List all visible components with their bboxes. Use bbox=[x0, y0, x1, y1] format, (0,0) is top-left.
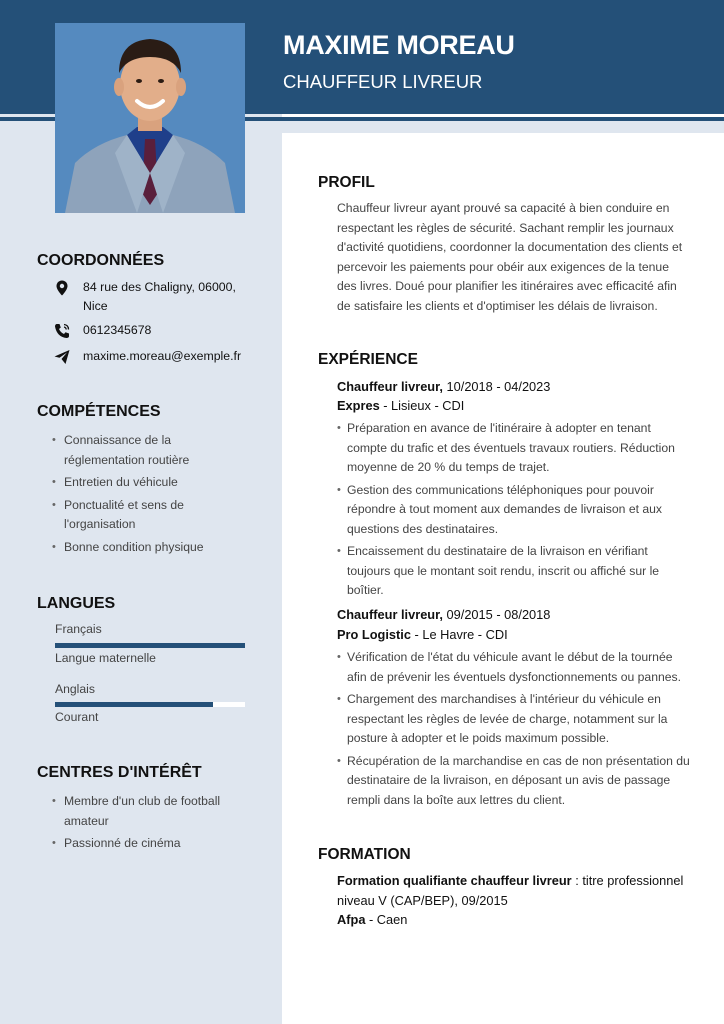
education-degree-line bbox=[337, 871, 697, 910]
content-top-band bbox=[282, 121, 724, 133]
email-address[interactable]: maxime.moreau@exemple.fr bbox=[83, 349, 242, 363]
skill-item: • Connaissance de la réglementation routière bbox=[52, 431, 252, 470]
contact-email bbox=[53, 347, 263, 366]
language-level-french: Langue maternelle bbox=[55, 651, 156, 665]
experience-heading: EXPÉRIENCE bbox=[318, 351, 418, 368]
skills-list bbox=[52, 431, 252, 560]
contact-heading: COORDONNÉES bbox=[37, 252, 165, 269]
education-entry bbox=[337, 871, 697, 930]
job-bullet: • Encaissement du destinataire de la livraison en vérifiant toujours que le montant soit rendu, inscrit ou affiché sur le boîtier. bbox=[337, 542, 692, 601]
job-bullet: • Gestion des communications téléphoniques pour pouvoir répondre à tout moment aux demandes de livraison et aux questions des destinataires. bbox=[337, 481, 692, 540]
job-bullet: • Vérification de l'état du véhicule avant le début de la tournée afin de prévenir les éventuels dysfonctionnements ou pannes. bbox=[337, 648, 692, 687]
job-location: - Le Havre - CDI bbox=[410, 627, 508, 642]
job-1-company-line bbox=[337, 398, 464, 413]
languages-heading: LANGUES bbox=[37, 595, 116, 612]
interests-heading: CENTRES D'INTÉRÊT bbox=[37, 764, 202, 781]
skill-item: • Bonne condition physique bbox=[52, 538, 252, 558]
job-bullet: • Récupération de la marchandise en cas de non présentation du destinataire de la livraison, en déposant un avis de passage rempli dans la boîte aux lettres du client. bbox=[337, 752, 692, 811]
address-line-1: 84 rue des Chaligny, 06000, bbox=[83, 280, 236, 294]
phone-icon bbox=[53, 322, 71, 340]
address-line-2: Nice bbox=[83, 299, 108, 313]
paper-plane-icon bbox=[53, 348, 71, 366]
job-2-title-line bbox=[337, 607, 550, 622]
education-school: Afpa bbox=[337, 912, 366, 927]
map-pin-icon bbox=[53, 279, 71, 297]
education-degree-details: : titre professionnel niveau V (CAP/BEP), 09/2015 bbox=[337, 873, 684, 908]
job-bullet: • Chargement des marchandises à l'intérieur du véhicule en respectant les règles de levée de charge, notamment sur la posture à adopter et le poids maximum possible. bbox=[337, 690, 692, 749]
language-bar-french bbox=[55, 643, 245, 648]
job-company: Pro Logistic bbox=[337, 627, 411, 642]
language-bar-english bbox=[55, 702, 245, 707]
job-2-bullets bbox=[337, 648, 692, 813]
language-name-english: Anglais bbox=[55, 682, 95, 696]
skill-item: • Ponctualité et sens de l'organisation bbox=[52, 496, 252, 535]
interest-item: • Passionné de cinéma bbox=[52, 834, 252, 854]
interests-list bbox=[52, 792, 252, 857]
education-heading: FORMATION bbox=[318, 846, 411, 863]
job-company: Expres bbox=[337, 398, 380, 413]
language-bar-fill bbox=[55, 702, 213, 707]
skill-item: • Entretien du véhicule bbox=[52, 473, 252, 493]
contact-phone bbox=[53, 321, 263, 340]
job-location: - Lisieux - CDI bbox=[379, 398, 465, 413]
job-dates: 10/2018 - 04/2023 bbox=[442, 379, 551, 394]
language-level-english: Courant bbox=[55, 710, 99, 724]
job-1-title-line bbox=[337, 379, 550, 394]
education-school-location: - Caen bbox=[365, 912, 408, 927]
education-degree: Formation qualifiante chauffeur livreur bbox=[337, 873, 572, 888]
contact-address bbox=[53, 278, 263, 316]
skills-heading: COMPÉTENCES bbox=[37, 403, 161, 420]
portrait-illustration bbox=[55, 23, 245, 213]
profile-text: Chauffeur livreur ayant prouvé sa capacité à bien conduire en respectant les règles de sécurité. Sachant remplir les journaux d'activité quotidiens, coordonner la documentation des clients et percevoir les paiements pour obéir aux exigences de la tenue des livres. Doué pour planifier les itinéraires avec efficacité afin de satisfaire les clients et d'optimiser les délais de livraison. bbox=[337, 201, 683, 313]
person-name: MAXIME MOREAU bbox=[283, 30, 515, 60]
education-school-line bbox=[337, 910, 697, 930]
profile-heading: PROFIL bbox=[318, 174, 375, 191]
job-dates: 09/2015 - 08/2018 bbox=[442, 607, 551, 622]
job-1-bullets bbox=[337, 419, 692, 604]
job-title-text: Chauffeur livreur, bbox=[337, 607, 443, 622]
language-name-french: Français bbox=[55, 622, 102, 636]
language-bar-fill bbox=[55, 643, 245, 648]
interest-item: • Membre d'un club de football amateur bbox=[52, 792, 252, 831]
job-2-company-line bbox=[337, 627, 508, 642]
profile-photo bbox=[55, 23, 245, 213]
phone-number[interactable]: 0612345678 bbox=[83, 323, 152, 337]
job-title: CHAUFFEUR LIVREUR bbox=[283, 71, 483, 92]
job-title-text: Chauffeur livreur, bbox=[337, 379, 443, 394]
job-bullet: • Préparation en avance de l'itinéraire à adopter en tenant compte du trafic et des éventuels travaux routiers. Réduction moyenne de 20 % du temps de trajet. bbox=[337, 419, 692, 478]
